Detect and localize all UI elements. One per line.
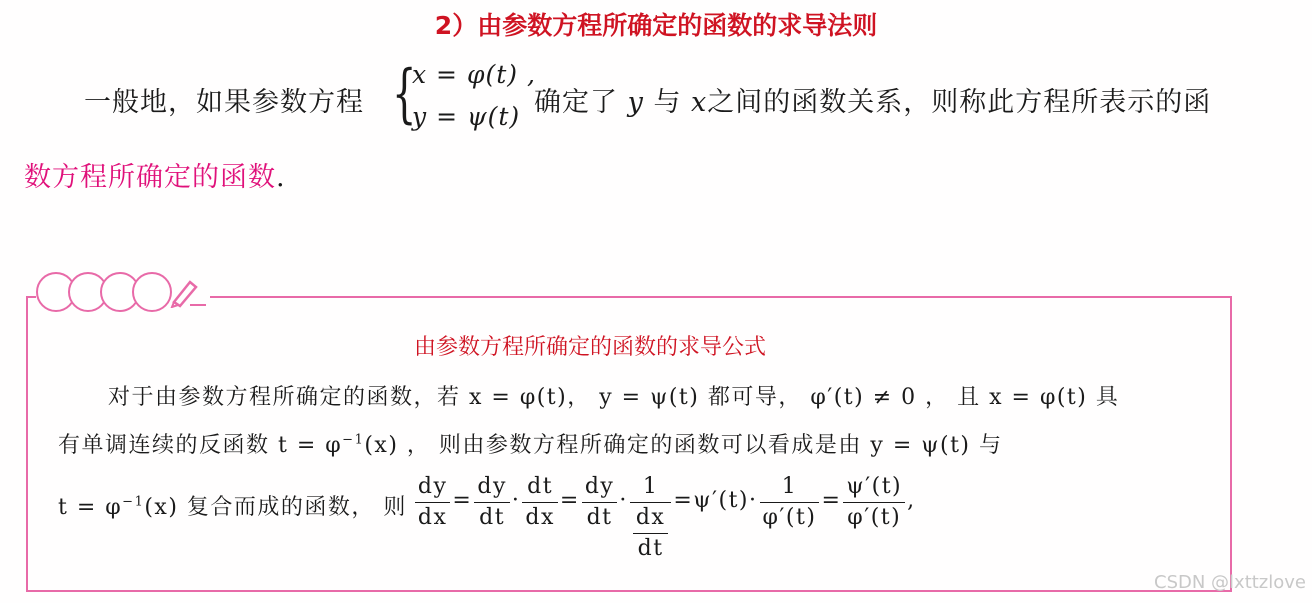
intro-tail: [534, 80, 1211, 119]
psi-prime: ψ′(t): [693, 488, 750, 513]
var-x: x: [691, 87, 708, 118]
line3-a: t = φ: [58, 495, 123, 520]
f1-den: dx: [417, 505, 448, 530]
tail-c: 之间的函数关系，则称此方程所表示的函: [707, 87, 1212, 118]
parametric-system: [392, 57, 536, 138]
line3-sup: −1: [122, 494, 145, 510]
frac-dy-dx: [415, 472, 451, 533]
derivative-formula: [413, 472, 916, 564]
dot-2: ·: [619, 488, 628, 513]
f2-den: dt: [479, 505, 506, 530]
intro-line2: [24, 155, 286, 194]
line2-b: (x) ， 则由参数方程所确定的函数可以看成是由 y = ψ(t) 与: [364, 433, 1003, 458]
frame-top-left: [26, 296, 36, 298]
frac-dy-dt: [474, 472, 510, 533]
eq-4: =: [821, 488, 842, 513]
system-eq2: y = ψ(t): [412, 102, 521, 131]
decor-circle-4: [132, 272, 172, 312]
f2-num: dy: [474, 472, 510, 503]
line3-text: [58, 490, 407, 521]
f1-num: dy: [415, 472, 451, 503]
f7-num: ψ′(t): [843, 472, 905, 503]
line2-end: .: [276, 162, 286, 193]
defined-term: 数方程所确定的函数: [24, 162, 276, 193]
frac-dt-dx: [522, 472, 558, 533]
f5-den-num: dx: [633, 503, 669, 534]
system-eq1: x = φ(t) ,: [412, 60, 536, 89]
box-line1: 对于由参数方程所确定的函数，若 x = φ(t)， y = ψ(t) 都可导， φ′(t) ≠ 0 ， 且 x = φ(t) 具: [108, 385, 1120, 410]
var-y: y: [627, 87, 644, 118]
intro-lead: 一般地，如果参数方程: [84, 87, 364, 118]
f5-den: [630, 503, 672, 564]
intro-paragraph: [84, 58, 1284, 138]
box-title: 由参数方程所确定的函数的求导公式: [413, 335, 766, 360]
f3-num: dt: [522, 472, 558, 503]
frac-one-over-phi-prime: [760, 472, 820, 533]
box-line3: [58, 472, 916, 564]
f4-den: dt: [586, 505, 613, 530]
decor-circles: [36, 272, 176, 312]
f4-num: dy: [582, 472, 618, 503]
frame-top: [210, 296, 1232, 298]
dot-1: ·: [511, 488, 521, 513]
box-line2: [58, 428, 1003, 459]
eq-3: =: [673, 488, 694, 513]
frac-dx-dt: [633, 503, 669, 564]
watermark: CSDN @lxttzlove: [1154, 572, 1306, 593]
f5-den-den: dt: [637, 536, 664, 561]
frac-psi-over-phi: [843, 472, 905, 533]
eq-1: =: [452, 488, 473, 513]
pencil-icon: [168, 276, 208, 308]
tail-a: 确定了: [534, 87, 618, 118]
line3-b: (x) 复合而成的函数， 则: [144, 495, 407, 520]
f3-den: dx: [525, 505, 555, 530]
formula-end: ,: [907, 488, 916, 513]
line2-sup: −1: [342, 432, 365, 448]
left-brace: {: [392, 57, 418, 131]
f6-num: 1: [760, 472, 820, 503]
line2-a: 有单调连续的反函数 t = φ: [58, 433, 343, 458]
tail-b: 与: [653, 87, 682, 118]
f6-den: φ′(t): [762, 505, 817, 530]
dot-3: ·: [749, 488, 758, 513]
frac-one-over-dxdt: [630, 472, 672, 564]
section-heading: 2）由参数方程所确定的函数的求导法则: [434, 11, 878, 40]
eq-2: =: [559, 488, 580, 513]
f7-den: φ′(t): [847, 505, 902, 530]
f5-num: 1: [630, 472, 672, 503]
frac-dy-dt-2: [582, 472, 618, 533]
